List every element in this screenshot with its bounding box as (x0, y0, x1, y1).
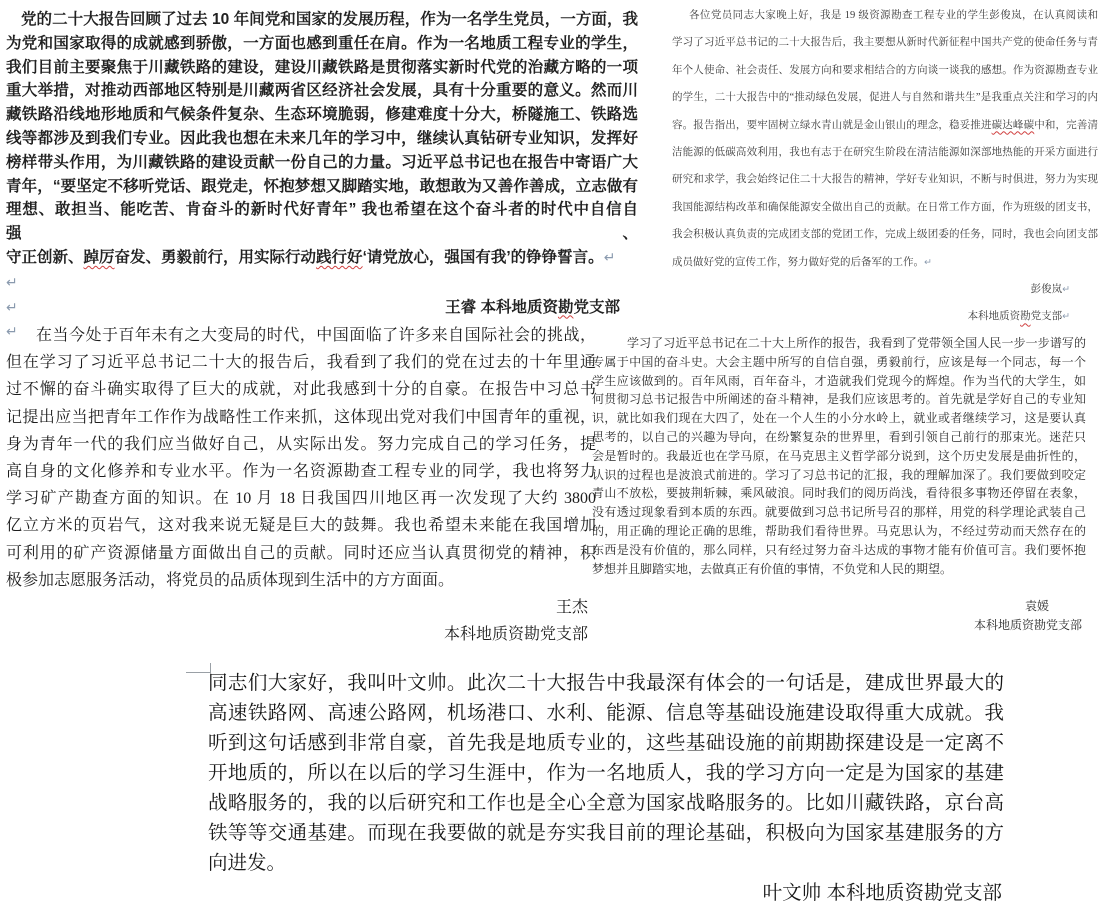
signature-wangrui[interactable]: 王睿 本科地质资勘党支部 (445, 298, 620, 316)
essay-text-pengjunlan (672, 2, 1098, 276)
essay-text-line[interactable]: 但在学习了习近平总书记二十大的报告后，我看到了我们的党在过去的十年里通 (6, 354, 596, 372)
signature-row-wangrui (6, 296, 638, 321)
signature-pengjunlan-name[interactable]: 彭俊岚↵ (1030, 284, 1070, 296)
paragraph-mark: ↵ (924, 256, 932, 268)
blank-line (592, 578, 1086, 597)
paragraph-mark: ↵ (1062, 284, 1070, 296)
essay-text-line[interactable]: 东西是没有价值的，那么同样，只有经过努力奋斗达成的事物才能有价值可言。我们要怀抱 (592, 542, 1086, 557)
signature-wangjie-name[interactable]: 王杰 (555, 599, 588, 617)
essay-text-line[interactable]: 我会积极认真负责的完成团支部的党团工作，完成上级团委的任务，同时，我也会向团支部 (672, 229, 1098, 241)
paragraph-mark: ↵ (6, 299, 18, 316)
paragraph-mark: ↵ (1062, 311, 1070, 323)
essay-text-line[interactable]: 学习了习近平总书记在二十大上所作的报告，我看到了党带领全国人民一步一步谱写的 (627, 336, 1086, 350)
essay-text-line[interactable]: 青山不放松，要披荆斩棘，乘风破浪。同时我们的阅历尚浅，看待很多事物还停留在表象， (592, 486, 1086, 501)
essay-text-line[interactable]: 思考的，以自己的兴趣为导向，在纷繁复杂的世界里，看到引领自己前行的那束光。迷茫只 (592, 429, 1086, 444)
essay-block-wangrui (6, 8, 638, 345)
essay-text-line[interactable]: 高速铁路网、高速公路网，机场港口、水利、能源、信息等基础设施建设取得重大成就。我 (208, 702, 1004, 724)
essay-text-line[interactable]: 铁等等交通基建。而现在我要做的就是夯实我目前的理论基础，积极向为国家基建服务的方 (208, 822, 1004, 844)
essay-text-line[interactable]: 何贯彻习总书记报告中所阐述的奋斗精神，是我们应该思考的。首先就是学好自己的专业知 (592, 392, 1086, 407)
essay-text-line[interactable]: 身为青年一代的我们应当做好自己，从实际出发。努力完成自己的学习任务，提 (6, 435, 596, 453)
essay-text-line[interactable]: 学习矿产勘查方面的知识。在 10 月 18 日我国四川地区再一次发现了大约 3800 (6, 490, 596, 508)
essay-text-wangjie (6, 322, 596, 594)
essay-text-line[interactable]: 同志们大家好，我叫叶文帅。此次二十大报告中我最深有体会的一句话是，建成世界最大的 (208, 672, 1004, 694)
essay-text-line[interactable]: 听到这句话感到非常自豪，首先我是地质专业的，这些基础设施的前期勘探建设是一定离不 (208, 732, 1004, 754)
essay-text-line[interactable]: 识，就比如我们现在大四了，处在一个人生的小分水岭上，就业或者继续学习，这是要认真 (592, 411, 1086, 426)
essay-text-line[interactable]: 榜样带头作用，为川藏铁路的建设贡献一份自己的力量。习近平总书记也在报告中寄语广大 (6, 153, 638, 171)
essay-text-line[interactable]: 开地质的，所以在以后的学习生涯中，作为一名地质人，我的学习方向一定是为国家的基建 (208, 762, 1004, 784)
essay-text-line[interactable]: 洁能源的低碳高效利用，我也有志于在研究生阶段在清洁能源如深部地热能的开采方面进行 (672, 147, 1098, 159)
essay-text-line[interactable]: 研究和求学，我会始终记住二十大报告的精神，学好专业知识，不断与时俱进，努力为实现 (672, 174, 1098, 186)
essay-block-pengjunlan (672, 2, 1098, 331)
essay-text-line[interactable]: 藏铁路沿线地形地质和气候条件复杂、生态环境脆弱，修建难度十分大，桥隧施工、铁路选 (6, 106, 638, 124)
signature-pengjunlan-branch[interactable]: 本科地质资勘党支部↵ (967, 311, 1070, 323)
essay-text-yuanyuan (592, 334, 1086, 578)
essay-text-line[interactable]: 在当今处于百年未有之大变局的时代，中国面临了许多来自国际社会的挑战， (36, 327, 596, 344)
essay-text-line[interactable]: 年个人使命、社会责任、发展方向和要求相结合的方向谈一谈我的感想。作为资源勘查专业 (672, 64, 1098, 76)
essay-text-line[interactable]: 党的二十大报告回顾了过去 10 年间党和国家的发展历程，作为一名学生党员，一方面，我 (21, 11, 638, 28)
essay-text-line[interactable]: 青年，“要坚定不移听党话、跟党走，怀抱梦想又脚踏实地，敢想敢为又善作善成，立志做有 (6, 177, 638, 195)
essay-text-line[interactable]: 记提出应当把青年工作作为战略性工作来抓，这体现出党对我们中国青年的重视， (6, 408, 596, 426)
essay-text-line[interactable]: 学习了习近平总书记的二十大报告后，我主要想从新时代新征程中国共产党的使命任务与青 (672, 37, 1098, 49)
essay-text-line[interactable]: 学生应该做到的。百年风雨，百年奋斗，才造就我们党现今的辉煌。作为当代的大学生，如 (592, 373, 1086, 388)
paragraph-mark (6, 296, 18, 321)
signature-yewenshuai[interactable]: 叶文帅 本科地质资勘党支部 (762, 882, 1002, 904)
signature-yuanyuan-name[interactable]: 袁媛 (1024, 599, 1049, 614)
essay-block-yewenshuai (208, 668, 1004, 908)
essay-text-line[interactable]: 线等都涉及到我们专业。因此我也想在未来几年的学习中，继续认真钻研专业知识，发挥好 (6, 129, 638, 147)
essay-text-line[interactable]: 成员做好党的宣传工作，努力做好党的后备军的工作。↵ (672, 256, 932, 268)
signature-yuanyuan-branch[interactable]: 本科地质资勘党支部 (973, 617, 1082, 632)
essay-text-line[interactable]: 可利用的矿产资源储量方面做出自己的贡献。同时还应当认真贯彻党的精神，积 (6, 544, 596, 562)
paragraph-mark: ↵ (603, 249, 616, 266)
essay-text-line[interactable]: 各位党员同志大家晚上好，我是 19 级资源勘查工程专业的学生彭俊岚，在认真阅读和 (689, 10, 1098, 21)
essay-text-line[interactable]: 极参加志愿服务活动，将党员的品质体现到生活中的方方面面。 (6, 571, 455, 589)
essay-text-line[interactable]: 理想、敢担当、能吃苦、肯奋斗的新时代好青年” 我也希望在这个奋斗者的时代中自信自强、 (6, 201, 638, 243)
essay-text-line[interactable]: 守正创新、踔厉奋发、勇毅前行，用实际行动践行好‘请党放心，强国有我’的铮铮誓言。↵ (6, 248, 616, 266)
empty-line-paragraph-mark (6, 271, 638, 296)
essay-text-line[interactable]: 过不懈的奋斗确实取得了巨大的成就，对此我感到十分的自豪。在报告中习总书 (6, 381, 596, 399)
essay-text-line[interactable]: 专属于中国的奋斗史。大会主题中所写的自信自强，勇毅前行，应该是每一个同志，每一个 (592, 354, 1086, 369)
essay-text-line[interactable]: 向进发。 (208, 852, 287, 874)
essay-text-line[interactable]: 梦想并且脚踏实地，去做真正有价值的事情，不负党和人民的期望。 (592, 561, 953, 576)
essay-text-line[interactable]: 我国能源结构改革和确保能源安全做出自己的贡献。在日常工作方面，作为班级的团支书， (672, 201, 1098, 213)
paragraph-mark: ↵ (6, 324, 18, 341)
essay-text-yewenshuai (208, 668, 1004, 878)
essay-text-line[interactable]: 我们目前主要聚焦于川藏铁路的建设，建设川藏铁路是贯彻落实新时代党的治藏方略的一项 (6, 58, 638, 76)
essay-text-line[interactable]: 的，用正确的理论正确的思维，帮助我们看待世界。马克思认为，不经过劳动而天然存在的 (592, 523, 1086, 538)
essay-text-line[interactable]: 为党和国家取得的成就感到骄傲，一方面也感到重任在肩。作为一名地质工程专业的学生， (6, 34, 638, 52)
essay-text-line[interactable]: 高自身的文化修养和专业水平。作为一名资源勘查工程专业的同学，我也将努力 (6, 463, 596, 481)
essay-block-yuanyuan (592, 334, 1086, 635)
essay-text-line[interactable]: 重大举措，对推动西部地区特别是川藏两省区经济社会发展，具有十分重要的意义。然而川 (6, 82, 638, 100)
essay-text-line[interactable]: 容。报告指出，要牢固树立绿水青山就是金山银山的理念，稳妥推进碳达峰碳中和，完善清 (672, 119, 1099, 131)
text-boundary-corner-mark (186, 663, 211, 673)
paragraph-mark: ↵ (6, 274, 18, 291)
essay-text-line[interactable]: 亿立方米的页岩气，这对我来说无疑是巨大的鼓舞。我也希望未来能在我国增加 (6, 517, 596, 535)
essay-text-line[interactable]: 认识的过程也是波浪式前进的。学习了习总书记的汇报，我的理解加深了。我们要做到咬定 (592, 467, 1086, 482)
essay-text-line[interactable]: 的学生，二十大报告中的“推动绿色发展，促进人与自然和谐共生”是我重点关注和学习的内 (672, 92, 1098, 104)
essay-text-line[interactable]: 会是暂时的。我最近也在学马原，在马克思主义哲学部分说到，这个历史发展是曲折性的， (592, 448, 1086, 463)
essay-text-line[interactable]: 战略服务的，我的以后研究和工作也是全心全意为国家战略服务的。比如川藏铁路，京台高 (208, 792, 1004, 814)
essay-block-wangjie (6, 322, 596, 648)
essay-text-line[interactable]: 没有透过现象看到本质的东西。就要做到习总书记所号召的那样，用党的科学理论武装自己 (592, 505, 1086, 520)
essay-text-wangrui (6, 8, 638, 271)
signature-wangjie-branch[interactable]: 本科地质资勘党支部 (443, 626, 588, 644)
